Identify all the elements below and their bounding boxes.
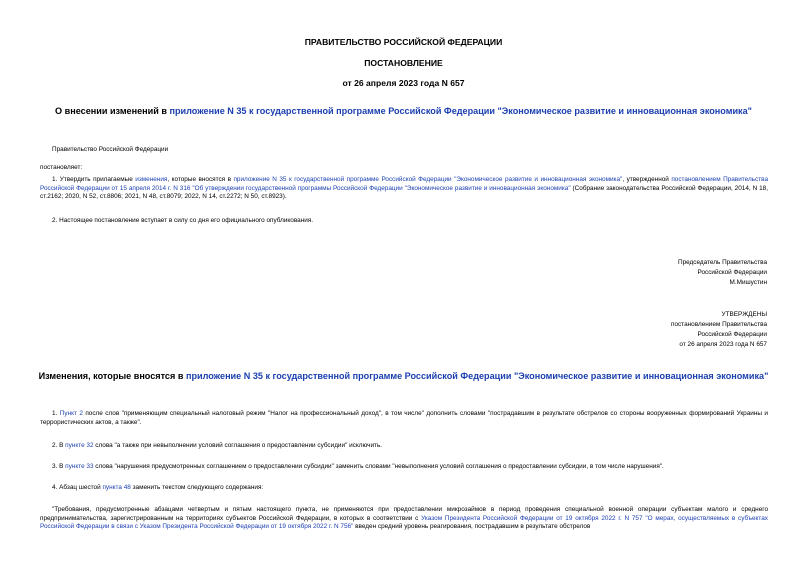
change-1-text: после слов "применяющим специальный налоговый режим "Налог на профессиональный доход", в том числе" дополнить словами "пострадавшим в результате обстрелов со стороны вооруженных формирований Украины и террористических актов, а также". [40, 410, 768, 426]
changes-title [0, 371, 807, 381]
approval-line-2: постановлением Правительства [671, 321, 767, 328]
change-2-link[interactable]: пункте 32 [65, 442, 94, 449]
signature-name: М.Мишустин [729, 279, 767, 286]
change-4-text: заменить текстом следующего содержания: [130, 484, 264, 491]
quote-text-c: введен средний уровень реагирования, пострадавшим в результате обстрелов [353, 523, 591, 531]
change-3-link[interactable]: пункте 33 [65, 463, 94, 470]
change-1-num: 1. [52, 410, 60, 417]
signature-position-1: Председатель Правительства [678, 259, 767, 266]
change-3-text: слова "нарушения предусмотренных соглашением о предоставлении субсидии" заменить словами "невыполнения условий соглашения о предоставлении субсидии, в том числе нарушения". [93, 463, 664, 470]
quote-link-decree-757[interactable]: Указом Президента Российской Федерации от 19 октября 2022 г. N 757 [421, 514, 643, 522]
item-1-link-appendix[interactable]: приложение N 35 к государственной программе Российской Федерации "Экономическое развитие и инновационная экономика" [233, 176, 623, 183]
changes-title-link[interactable]: приложение N 35 к государственной программе Российской Федерации "Экономическое развитие и инновационная экономика" [185, 371, 769, 381]
item-2: 2. Настоящее постановление вступает в силу со дня его официального опубликования. [52, 217, 314, 224]
item-1-text-a: 1. Утвердить прилагаемые [52, 176, 136, 183]
item-1-text-c: , утвержденной [622, 176, 672, 183]
document-title [0, 106, 807, 116]
change-2 [52, 442, 382, 451]
change-2-text: слова "а также при невыполнении условий соглашения о предоставлении субсидии" исключить. [93, 442, 383, 449]
change-4-link[interactable]: пункта 48 [102, 484, 131, 491]
changes-title-prefix: Изменения, которые вносятся в [38, 371, 186, 381]
change-1-link[interactable]: Пункт 2 [59, 410, 83, 417]
org-heading: ПРАВИТЕЛЬСТВО РОССИЙСКОЙ ФЕДЕРАЦИИ [304, 37, 503, 47]
change-3-num: 3. В [52, 463, 66, 470]
doc-type-heading: ПОСТАНОВЛЕНИЕ [364, 58, 443, 68]
title-prefix: О внесении изменений в [55, 106, 170, 116]
item-1 [40, 176, 768, 202]
change-2-num: 2. В [52, 442, 66, 449]
quote-link-measures[interactable]: "О мерах, осуществляемых в субъектах Российской Федерации в связи с Указом Президента Российской Федерации от 19 октября 2022 г. N 756" [40, 514, 768, 531]
item-1-text-d: (Собрание законодательства Российской Федерации, 2014, N 18, ст.2162; 2020, N 52, ст.8806; 2021, N 48, ст.8079; 2022, N 14, ст.2272; N 50, ст.8923). [40, 184, 768, 201]
item-1-link-resolution[interactable]: постановлением Правительства Российской Федерации от 15 апреля 2014 г. N 316 "Об утверждении государственной программы Российской Федерации "Экономическое развитие и инновационная экономика" [40, 176, 769, 192]
approval-line-3: Российской Федерации [697, 331, 767, 338]
quote-text-a: "Требования, предусмотренные абзацами четвертым и пятым настоящего пункта, не применяются при предоставлении микрозаймов в период проведения специальной военной операции субъектам малого и среднего предпринимательства, зарегистрированным на территориях субъектов Российской Федерации, в которых в соответствии с [40, 506, 768, 522]
change-3 [52, 463, 664, 472]
quoted-text [40, 506, 768, 532]
change-1 [40, 410, 768, 427]
preamble-decrees: постановляет: [40, 164, 83, 171]
approval-line-1: УТВЕРЖДЕНЫ [721, 311, 767, 318]
title-link[interactable]: приложение N 35 к государственной программе Российской Федерации "Экономическое развитие и инновационная экономика" [169, 106, 752, 116]
item-1-link-changes[interactable]: изменения [135, 176, 168, 183]
doc-date-number: от 26 апреля 2023 года N 657 [342, 78, 465, 88]
approval-line-4: от 26 апреля 2023 года N 657 [679, 341, 767, 348]
change-4 [52, 484, 263, 493]
change-4-num: 4. Абзац шестой [52, 484, 103, 491]
signature-position-2: Российской Федерации [697, 269, 767, 276]
item-1-text-b: , которые вносятся в [167, 176, 234, 183]
preamble-government: Правительство Российской Федерации [52, 146, 169, 153]
